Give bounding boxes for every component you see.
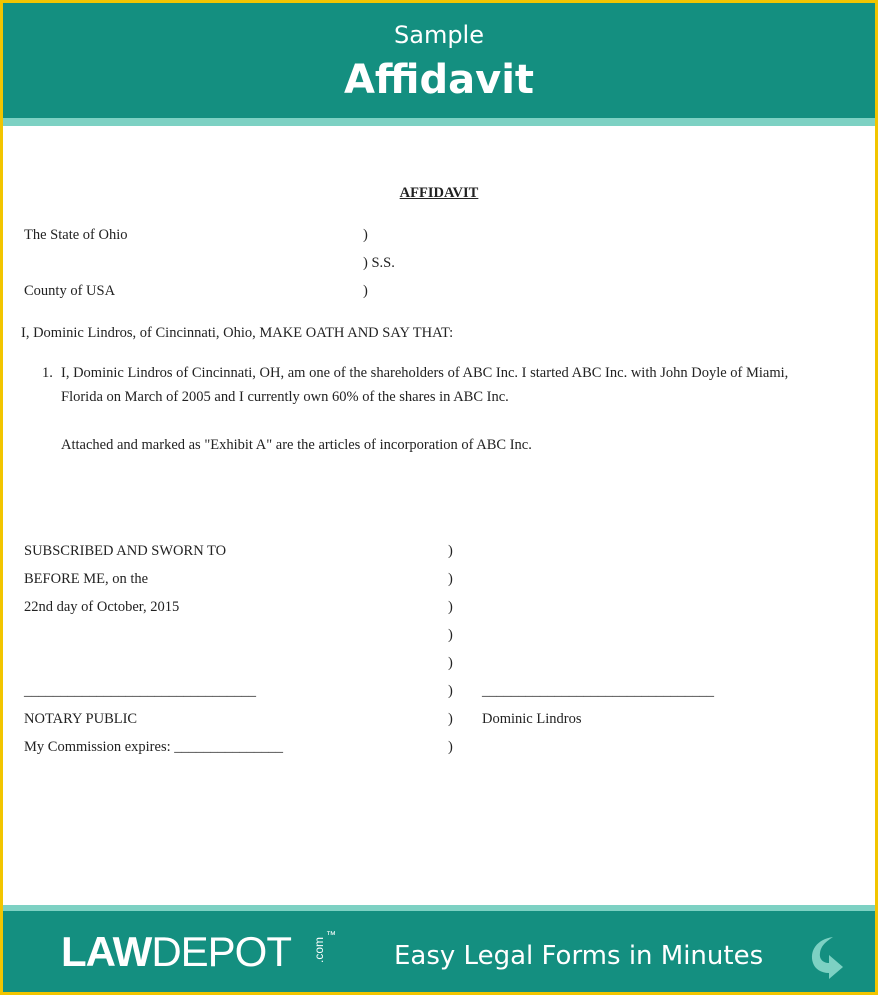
paren: ) <box>363 283 368 299</box>
page-footer <box>3 911 875 992</box>
paren: ) <box>448 543 453 559</box>
curved-arrow-icon <box>803 933 853 979</box>
item-line-1: I, Dominic Lindros of Cincinnati, OH, am one of the shareholders of ABC Inc. I started ABC Inc. with John Doyle of Miami, <box>61 365 789 381</box>
notary-label: NOTARY PUBLIC <box>24 711 138 727</box>
page-frame <box>3 3 875 992</box>
footer-tagline: Easy Legal Forms in Minutes <box>394 941 764 971</box>
paren: ) <box>448 683 453 699</box>
sworn-line-2: BEFORE ME, on the <box>24 571 149 587</box>
signer-name: Dominic Lindros <box>482 711 582 727</box>
commission-label: My Commission expires: _______________ <box>24 739 283 755</box>
signer-signature-line: ________________________________ <box>482 683 714 699</box>
item-line-2: Florida on March of 2005 and I currently own 60% of the shares in ABC Inc. <box>61 389 509 405</box>
exhibit-line: Attached and marked as "Exhibit A" are the articles of incorporation of ABC Inc. <box>61 437 532 453</box>
sworn-line-3: 22nd day of October, 2015 <box>24 599 180 615</box>
ss-label: ) S.S. <box>363 255 395 271</box>
item-number: 1. <box>42 365 53 381</box>
notary-signature-line: ________________________________ <box>24 683 256 699</box>
lawdepot-logo[interactable] <box>61 928 336 975</box>
county-line: County of USA <box>24 283 116 299</box>
page-header <box>3 3 875 118</box>
paren: ) <box>448 711 453 727</box>
paren: ) <box>363 227 368 243</box>
logo-dotcom: .com <box>312 937 326 964</box>
paren: ) <box>448 627 453 643</box>
header-title: Affidavit <box>343 57 535 103</box>
state-line: The State of Ohio <box>24 227 128 243</box>
paren: ) <box>448 739 453 755</box>
document-body <box>3 126 875 906</box>
logo-trademark: ™ <box>326 930 336 941</box>
sworn-line-1: SUBSCRIBED AND SWORN TO <box>24 543 227 559</box>
header-sample: Sample <box>394 21 484 49</box>
paren: ) <box>448 599 453 615</box>
logo-depot: DEPOT <box>151 928 291 975</box>
paren: ) <box>448 571 453 587</box>
logo-law: LAW <box>61 928 152 975</box>
header-stripe <box>3 118 875 126</box>
document-title: AFFIDAVIT <box>399 185 479 201</box>
paren: ) <box>448 655 453 671</box>
oath-intro: I, Dominic Lindros, of Cincinnati, Ohio, MAKE OATH AND SAY THAT: <box>21 325 454 341</box>
